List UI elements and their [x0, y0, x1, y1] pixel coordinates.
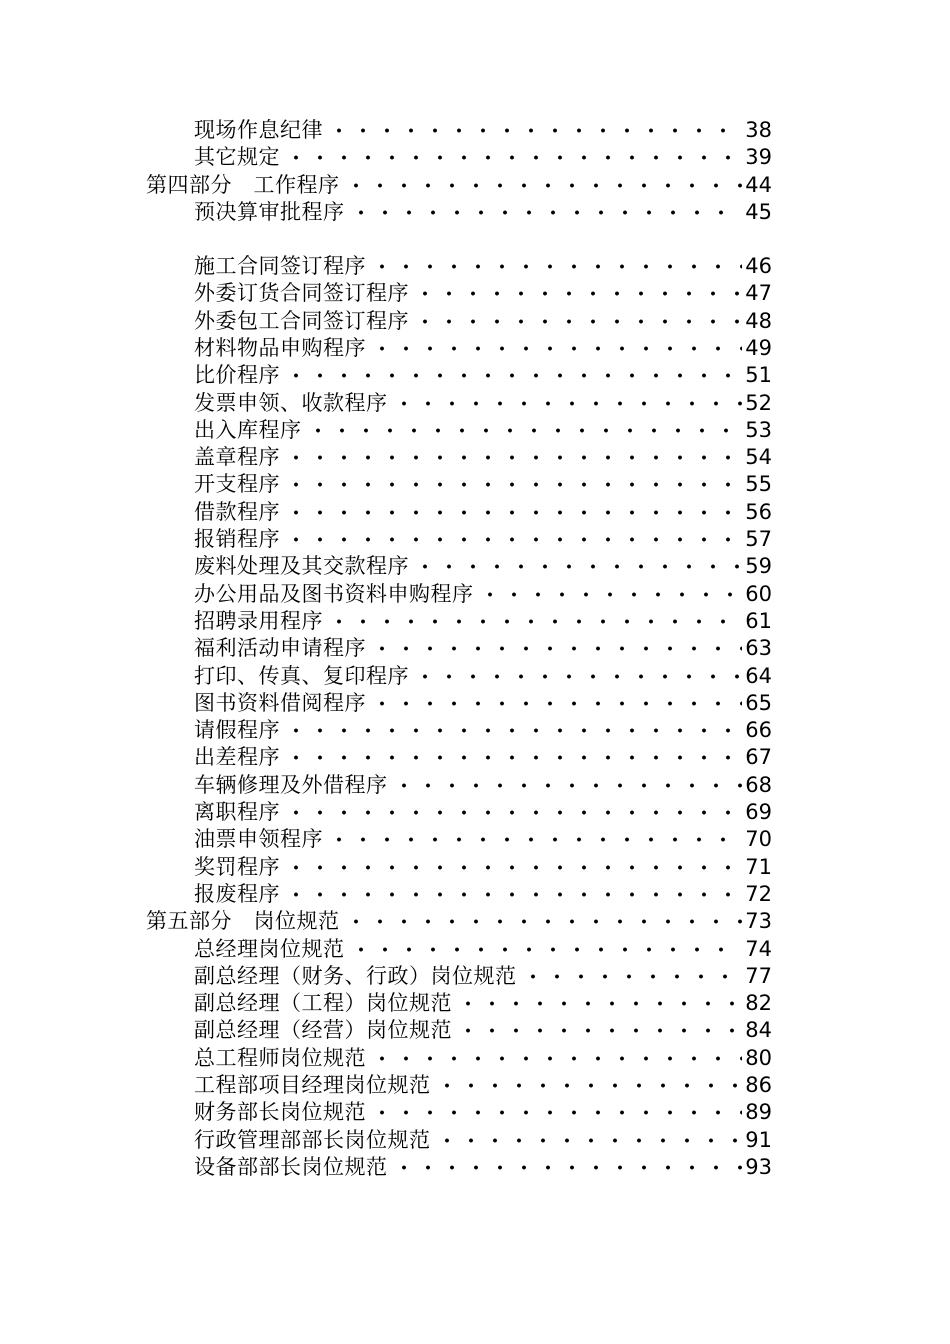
toc-entry-title: 现场作息纪律 — [194, 118, 323, 142]
toc-entry-page-number: 93 — [745, 1154, 772, 1179]
toc-entry-title: 发票申领、收款程序 — [194, 390, 388, 415]
toc-entry-title: 办公用品及图书资料申购程序 — [194, 581, 474, 606]
dot-leader — [306, 417, 743, 444]
toc-entry[interactable] — [194, 772, 772, 799]
dot-leader — [456, 990, 742, 1017]
toc-entry[interactable] — [194, 690, 772, 717]
toc-entry-page-number: 89 — [745, 1100, 772, 1125]
toc-section-heading[interactable] — [146, 172, 772, 199]
toc-entry-page-number: 65 — [745, 690, 772, 715]
toc-entry-page-number: 60 — [745, 581, 772, 606]
toc-entry-page-number: 63 — [745, 636, 772, 661]
toc-entry[interactable] — [194, 826, 772, 853]
dot-leader — [284, 144, 742, 171]
toc-entry-page-number: 77 — [745, 963, 772, 988]
toc-entry[interactable] — [194, 390, 772, 417]
toc-entry-title: 预决算审批程序 — [194, 199, 345, 224]
toc-entry-page-number: 38 — [745, 118, 772, 142]
dot-leader — [284, 362, 742, 389]
toc-entry-title: 油票申领程序 — [194, 827, 323, 852]
toc-entry[interactable] — [194, 526, 772, 553]
dot-leader — [344, 172, 743, 199]
toc-entry-page-number: 59 — [745, 554, 772, 579]
toc-entry[interactable] — [194, 1045, 772, 1072]
toc-entry-page-number: 54 — [745, 445, 772, 470]
toc-entry-title: 总经理岗位规范 — [194, 936, 345, 961]
dot-leader — [284, 499, 742, 526]
toc-entry-page-number: 82 — [745, 991, 772, 1016]
dot-leader — [349, 936, 743, 963]
dot-leader — [435, 1127, 743, 1154]
toc-entry[interactable] — [194, 308, 772, 335]
toc-entry-title: 副总经理（工程）岗位规范 — [194, 991, 452, 1016]
toc-entry[interactable] — [194, 744, 772, 771]
toc-entry-page-number: 69 — [745, 800, 772, 824]
dot-leader — [349, 199, 743, 226]
dot-leader — [284, 717, 742, 744]
toc-entry-page-number: 84 — [745, 1018, 772, 1043]
toc-entry-page-number: 61 — [745, 608, 772, 633]
dot-leader — [413, 553, 742, 580]
toc-entry[interactable] — [194, 1127, 772, 1154]
toc-entry[interactable] — [194, 117, 772, 144]
toc-entry[interactable] — [194, 635, 772, 662]
toc-entry-title: 第五部分 岗位规范 — [146, 909, 340, 934]
toc-entry-page-number: 39 — [745, 145, 772, 170]
toc-entry-page-number: 71 — [745, 854, 772, 879]
toc-entry-title: 设备部部长岗位规范 — [194, 1154, 388, 1179]
toc-entry-title: 行政管理部部长岗位规范 — [194, 1127, 431, 1152]
toc-entry[interactable] — [194, 581, 772, 608]
toc-entry-page-number: 74 — [745, 936, 772, 961]
dot-leader — [370, 1045, 742, 1072]
toc-entry-title: 财务部长岗位规范 — [194, 1100, 366, 1125]
dot-leader — [327, 826, 742, 853]
toc-entry[interactable] — [194, 1154, 772, 1181]
toc-entry-title: 施工合同签订程序 — [194, 254, 366, 278]
toc-entry-title: 第四部分 工作程序 — [146, 172, 340, 197]
toc-entry[interactable] — [194, 280, 772, 307]
toc-entry-page-number: 91 — [745, 1127, 772, 1152]
dot-leader — [478, 581, 743, 608]
toc-entry-page-number: 49 — [745, 335, 772, 360]
dot-leader — [344, 908, 743, 935]
toc-section-heading[interactable] — [146, 908, 772, 935]
dot-leader — [284, 799, 742, 826]
toc-entry-title: 离职程序 — [194, 800, 280, 824]
dot-leader — [413, 308, 742, 335]
dot-leader — [456, 1017, 742, 1044]
toc-entry-title: 报销程序 — [194, 527, 280, 551]
toc-entry-page-number: 70 — [745, 827, 772, 852]
toc-entry-page-number: 44 — [745, 172, 772, 197]
dot-leader — [370, 690, 742, 717]
toc-entry[interactable] — [194, 1072, 772, 1099]
toc-entry-title: 比价程序 — [194, 363, 280, 388]
dot-leader — [327, 608, 742, 635]
dot-leader — [284, 854, 742, 881]
toc-entry-title: 奖罚程序 — [194, 854, 280, 879]
dot-leader — [284, 881, 742, 908]
toc-entry-title: 请假程序 — [194, 718, 280, 743]
dot-leader — [370, 635, 742, 662]
toc-entry[interactable] — [194, 854, 772, 881]
toc-entry-title: 报废程序 — [194, 881, 280, 906]
toc-entry[interactable] — [194, 253, 772, 280]
toc-entry-title: 福利活动申请程序 — [194, 636, 366, 661]
toc-entry-title: 外委包工合同签订程序 — [194, 308, 409, 333]
toc-entry[interactable] — [194, 144, 772, 171]
toc-entry[interactable] — [194, 963, 772, 990]
toc-entry-page-number: 45 — [745, 199, 772, 224]
toc-entry-page-number: 46 — [745, 254, 772, 278]
dot-leader — [284, 444, 742, 471]
toc-entry-title: 工程部项目经理岗位规范 — [194, 1073, 431, 1097]
toc-entry-page-number: 86 — [745, 1073, 772, 1097]
dot-leader — [370, 335, 742, 362]
toc-entry-title: 总工程师岗位规范 — [194, 1045, 366, 1070]
toc-entry-page-number: 47 — [745, 281, 772, 306]
toc-entry[interactable] — [194, 362, 772, 389]
toc-entry[interactable] — [194, 335, 772, 362]
toc-entry-title: 废料处理及其交款程序 — [194, 554, 409, 579]
toc-entry-page-number: 52 — [745, 390, 772, 415]
toc-entry[interactable] — [194, 881, 772, 908]
toc-entry-title: 出入库程序 — [194, 417, 302, 442]
toc-entry-title: 图书资料借阅程序 — [194, 690, 366, 715]
toc-entry[interactable] — [194, 717, 772, 744]
toc-entry[interactable] — [194, 799, 772, 826]
dot-leader — [392, 772, 743, 799]
toc-entry[interactable] — [194, 608, 772, 635]
dot-leader — [327, 117, 742, 144]
toc-entry-title: 盖章程序 — [194, 445, 280, 470]
toc-entry-title: 打印、传真、复印程序 — [194, 663, 409, 688]
toc-entry-page-number: 66 — [745, 718, 772, 743]
dot-leader — [521, 963, 743, 990]
toc-entry-title: 材料物品申购程序 — [194, 335, 366, 360]
toc-entry[interactable] — [194, 499, 772, 526]
toc-entry-title: 车辆修理及外借程序 — [194, 772, 388, 797]
toc-entry-title: 开支程序 — [194, 472, 280, 497]
dot-leader — [435, 1072, 743, 1099]
toc-entry-page-number: 51 — [745, 363, 772, 388]
toc-entry-title: 出差程序 — [194, 745, 280, 770]
toc-entry-title: 副总经理（经营）岗位规范 — [194, 1018, 452, 1043]
dot-leader — [284, 471, 742, 498]
dot-leader — [392, 390, 743, 417]
toc-entry[interactable] — [194, 1099, 772, 1126]
dot-leader — [284, 744, 742, 771]
toc-entry-page-number: 67 — [745, 745, 772, 770]
toc-entry[interactable] — [194, 663, 772, 690]
toc-entry-title: 招聘录用程序 — [194, 608, 323, 633]
toc-entry-title: 其它规定 — [194, 145, 280, 170]
toc-entry-page-number: 57 — [745, 527, 772, 551]
toc-entry-page-number: 48 — [745, 308, 772, 333]
toc-entry-page-number: 53 — [745, 417, 772, 442]
toc-entry-title: 副总经理（财务、行政）岗位规范 — [194, 963, 517, 988]
dot-leader — [413, 280, 742, 307]
toc-entry-page-number: 68 — [745, 772, 772, 797]
toc-entry[interactable] — [194, 1017, 772, 1044]
dot-leader — [370, 253, 742, 280]
toc-entry-title: 外委订货合同签订程序 — [194, 281, 409, 306]
toc-entry[interactable] — [194, 990, 772, 1017]
toc-entry[interactable] — [194, 471, 772, 498]
toc-entry-page-number: 72 — [745, 881, 772, 906]
toc-entry[interactable] — [194, 553, 772, 580]
toc-entry[interactable] — [194, 417, 772, 444]
toc-entry[interactable] — [194, 444, 772, 471]
toc-entry-page-number: 56 — [745, 499, 772, 524]
dot-leader — [413, 663, 742, 690]
toc-entry-title: 借款程序 — [194, 499, 280, 524]
toc-entry-page-number: 73 — [745, 909, 772, 934]
dot-leader — [392, 1154, 743, 1181]
toc-entry[interactable] — [194, 936, 772, 963]
toc-entry-page-number: 64 — [745, 663, 772, 688]
dot-leader — [370, 1099, 742, 1126]
toc-entry-page-number: 55 — [745, 472, 772, 497]
toc-entry-page-number: 80 — [745, 1045, 772, 1070]
toc-entry[interactable] — [194, 199, 772, 226]
dot-leader — [284, 526, 742, 553]
